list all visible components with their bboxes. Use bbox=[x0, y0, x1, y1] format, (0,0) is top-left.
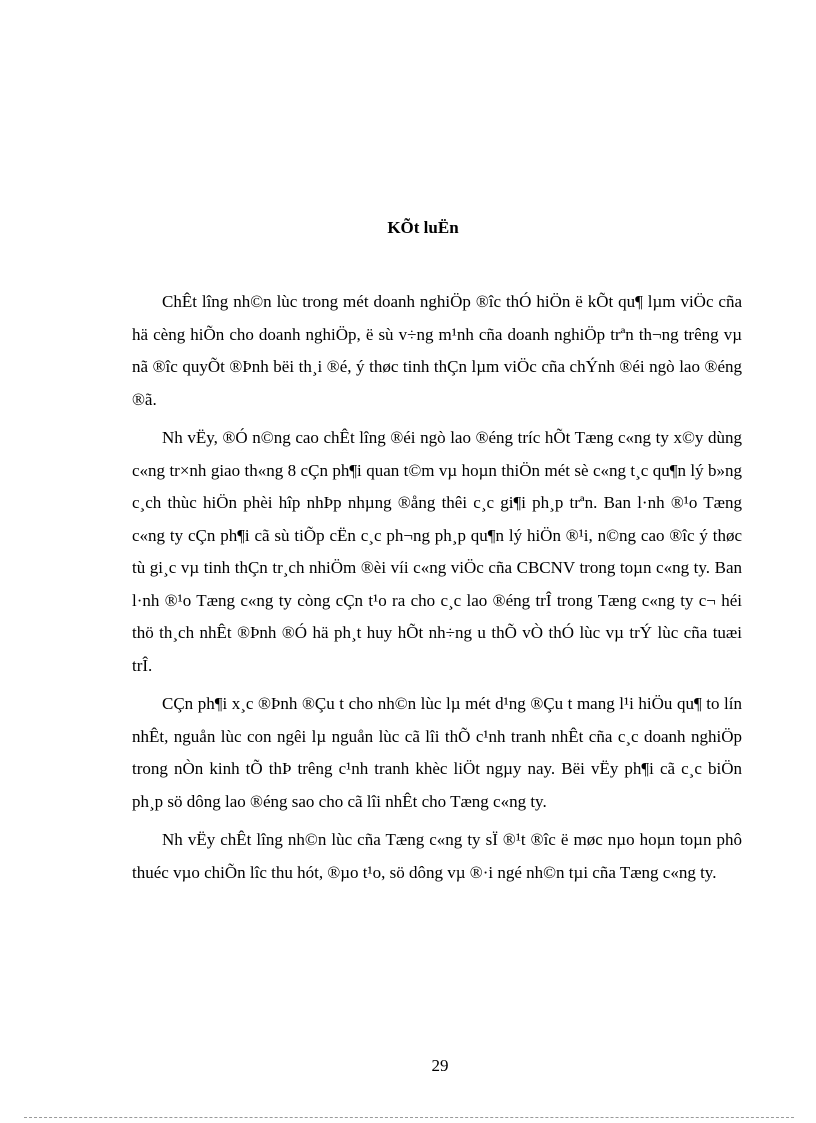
document-body bbox=[132, 286, 742, 895]
page-number: 29 bbox=[431, 1056, 449, 1075]
paragraph-4: Nh vËy chÊt lîng nh©n lùc cña Tæng c«ng ty sÏ ®¹t ®îc ë møc nµo hoµn toµn phô thuéc vµo chiÕn lîc thu hót, ®µo t¹o, sö dông vµ ®·i ngé nh©n tµi cña Tæng c«ng ty. bbox=[132, 830, 742, 882]
page-bottom-divider bbox=[24, 1117, 794, 1118]
paragraph-1: ChÊt lîng nh©n lùc trong mét doanh nghiÖp ®îc thÓ hiÖn ë kÕt qu¶ lµm viÖc cña hä cèng hiÕn cho doanh nghiÖp, ë sù v÷ng m¹nh cña doanh nghiÖp trªn th¬ng trêng vµ nã ®îc quyÕt ®Þnh bëi th¸i ®é, ý thøc tinh thÇn lµm viÖc cña chÝnh ®éi ngò lao ®éng ®ã. bbox=[132, 292, 742, 409]
document-title: KÕt luËn bbox=[387, 218, 459, 237]
paragraph-3: CÇn ph¶i x¸c ®Þnh ®Çu t cho nh©n lùc lµ mét d¹ng ®Çu t mang l¹i hiÖu qu¶ to lín nhÊt, nguån lùc con ngêi lµ nguån lùc cã lîi thÕ c¹nh tranh nhÊt cña c¸c doanh nghiÖp trong nÒn kinh tÕ thÞ trêng c¹nh tranh khèc liÖt ngµy nay. Bëi vËy ph¶i cã c¸c biÖn ph¸p sö dông lao ®éng sao cho cã lîi nhÊt cho Tæng c«ng ty. bbox=[132, 694, 742, 811]
paragraph-2: Nh vËy, ®Ó n©ng cao chÊt lîng ®éi ngò lao ®éng tríc hÕt Tæng c«ng ty x©y dùng c«ng tr×nh giao th«ng 8 cÇn ph¶i quan t©m vµ hoµn thiÖn mét sè c«ng t¸c qu¶n lý b»ng c¸ch thùc hiÖn phèi hîp nhÞp nhµng ®ång thêi c¸c gi¶i ph¸p trªn. Ban l·nh ®¹o Tæng c«ng ty cÇn ph¶i cã sù tiÕp cËn c¸c ph¬ng ph¸p qu¶n lý hiÖn ®¹i, n©ng cao ®îc ý thøc tù gi¸c vµ tinh thÇn tr¸ch nhiÖm ®èi víi c«ng viÖc cña CBCNV trong toµn c«ng ty. Ban l·nh ®¹o Tæng c«ng ty còng cÇn t¹o ra cho c¸c lao ®éng trÎ trong Tæng c«ng ty c¬ héi thö th¸ch nhÊt ®Þnh ®Ó hä ph¸t huy hÕt nh÷ng u thÕ vÒ thÓ lùc vµ trÝ lùc cña tuæi trÎ. bbox=[132, 428, 742, 675]
